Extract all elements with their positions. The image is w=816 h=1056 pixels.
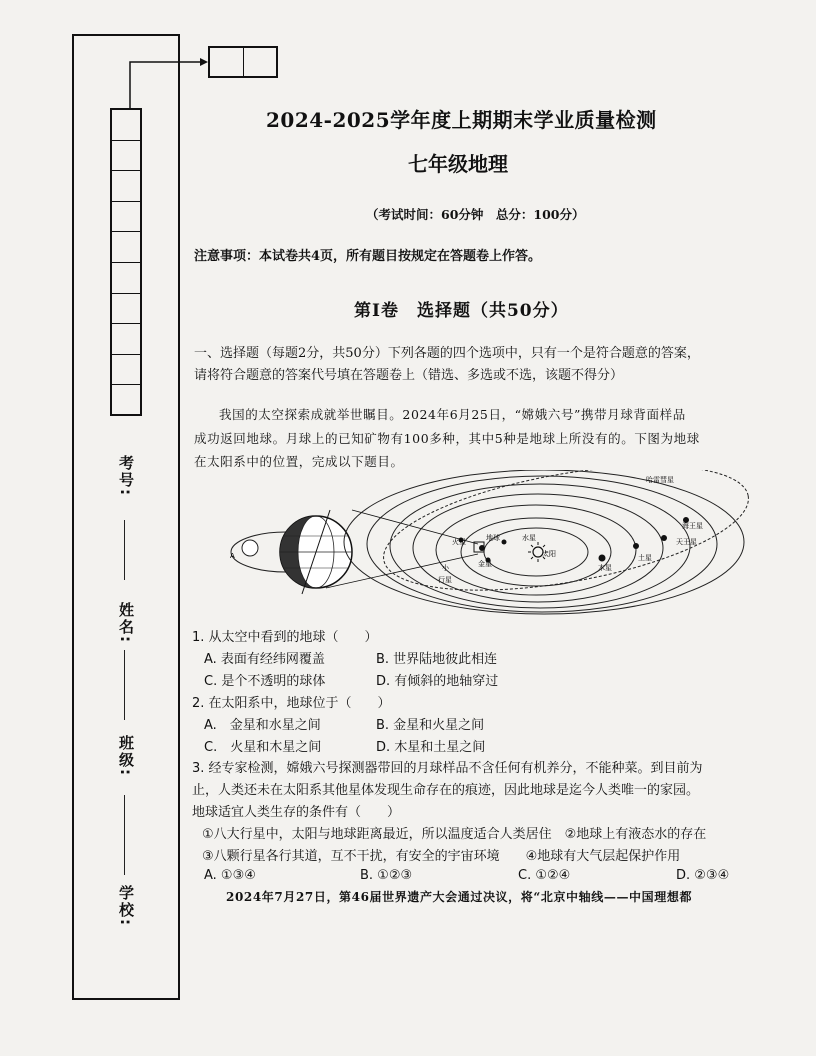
passage-line-3: 在太阳系中的位置，完成以下题目。 [194, 454, 404, 469]
q2-option-c[interactable]: C. 火星和木星之间 [204, 740, 322, 755]
seat-number-box[interactable] [208, 46, 278, 78]
instructions [194, 343, 754, 387]
q3-condition-2: ③八颗行星各行其道，互不干扰，有安全的宇宙环境 ④地球有大气层起保护作用 [202, 849, 681, 864]
class-line[interactable] [124, 795, 125, 875]
label-mars: 火星 [452, 538, 466, 546]
name-line[interactable] [124, 650, 125, 720]
mercury-marker [502, 540, 507, 545]
q3-stem-line-3: 地球适宜人类生存的条件有（ ） [192, 805, 401, 820]
q2-option-d[interactable]: D. 木星和土星之间 [376, 740, 486, 755]
label-name: 姓名: [117, 602, 135, 644]
globe-icon [280, 510, 352, 594]
label-a: A [230, 552, 235, 560]
label-asteroid-2: 行星 [438, 576, 452, 584]
question-3-stem [192, 758, 762, 868]
q3-option-c[interactable]: C. ①②④ [518, 868, 571, 883]
exam-info: （考试时间：60分钟 总分：100分） [366, 207, 585, 222]
label-exam-number: 考号: [117, 455, 135, 497]
passage-line-2: 成功返回地球。月球上的已知矿物有100多种，其中5种是地球上所没有的。下图为地球 [194, 430, 700, 446]
label-earth: 地球 [486, 534, 500, 542]
moon-icon [242, 540, 258, 556]
exam-number-line[interactable] [124, 520, 125, 580]
q3-option-b[interactable]: B. ①②③ [360, 868, 413, 883]
question-2-stem: 2. 在太阳系中，地球位于（ ） [192, 696, 391, 711]
solar-system-figure [226, 470, 766, 620]
section-title: 第Ⅰ卷 选择题（共50分） [354, 301, 569, 321]
arrow-connector [120, 52, 220, 112]
instructions-line-1: 一、选择题（每题2分，共50分）下列各题的四个选项中，只有一个是符合题意的答案， [194, 346, 700, 361]
label-saturn: 土星 [638, 554, 652, 562]
instructions-line-2: 请将符合题意的答案代号填在答题卷上（错选、多选或不选，该题不得分） [194, 368, 624, 383]
q2-option-a[interactable]: A. 金星和水星之间 [204, 718, 321, 733]
q1-option-a[interactable]: A. 表面有经纬网覆盖 [204, 652, 325, 667]
q1-option-d[interactable]: D. 有倾斜的地轴穿过 [376, 674, 499, 689]
q3-stem-line-1: 3. 经专家检测，嫦娥六号探测器带回的月球样品不含任何有机养分，不能种菜。到目前为 [192, 761, 703, 776]
exam-subtitle: 七年级地理 [408, 152, 508, 176]
q3-option-a[interactable]: A. ①③④ [204, 868, 256, 883]
exam-title: 2024-2025学年度上期期末学业质量检测 [266, 108, 657, 132]
label-jupiter: 木星 [598, 564, 612, 572]
next-passage: 2024年7月27日，第46届世界遗产大会通过决议，将“北京中轴线——中国理想都 [226, 890, 693, 904]
q1-option-c[interactable]: C. 是个不透明的球体 [204, 674, 326, 689]
q3-option-d[interactable]: D. ②③④ [676, 868, 730, 883]
q3-stem-line-2: 止，人类还未在太阳系其他星体发现生命存在的痕迹，因此地球是迄今人类唯一的家园。 [192, 783, 700, 798]
label-asteroid-1: 小 [442, 564, 449, 572]
label-mercury: 水星 [522, 534, 536, 542]
notice: 注意事项：本试卷共4页，所有题目按规定在答题卷上作答。 [194, 249, 542, 264]
question-1-stem: 1. 从太空中看到的地球（ ） [192, 630, 378, 645]
student-id-grid[interactable] [110, 108, 142, 416]
passage-line-1: 我国的太空探索成就举世瞩目。2024年6月25日，“嫦娥六号”携带月球背面样品 [219, 407, 686, 422]
q2-option-b[interactable]: B. 金星和火星之间 [376, 718, 485, 733]
passage [194, 403, 754, 474]
label-class: 班级: [117, 735, 135, 777]
label-school: 学校: [117, 885, 135, 927]
label-uranus: 天王星 [676, 538, 697, 546]
label-venus: 金星 [478, 560, 492, 568]
label-comet: 哈雷彗星 [646, 476, 674, 484]
q3-condition-1: ①八大行星中，太阳与地球距离最近，所以温度适合人类居住 ②地球上有液态水的存在 [202, 827, 707, 842]
label-sun: 太阳 [542, 550, 556, 558]
label-neptune: 海王星 [682, 522, 703, 530]
jupiter-marker [599, 555, 606, 562]
q1-option-b[interactable]: B. 世界陆地彼此相连 [376, 652, 498, 667]
uranus-marker [661, 535, 667, 541]
saturn-marker [633, 543, 639, 549]
